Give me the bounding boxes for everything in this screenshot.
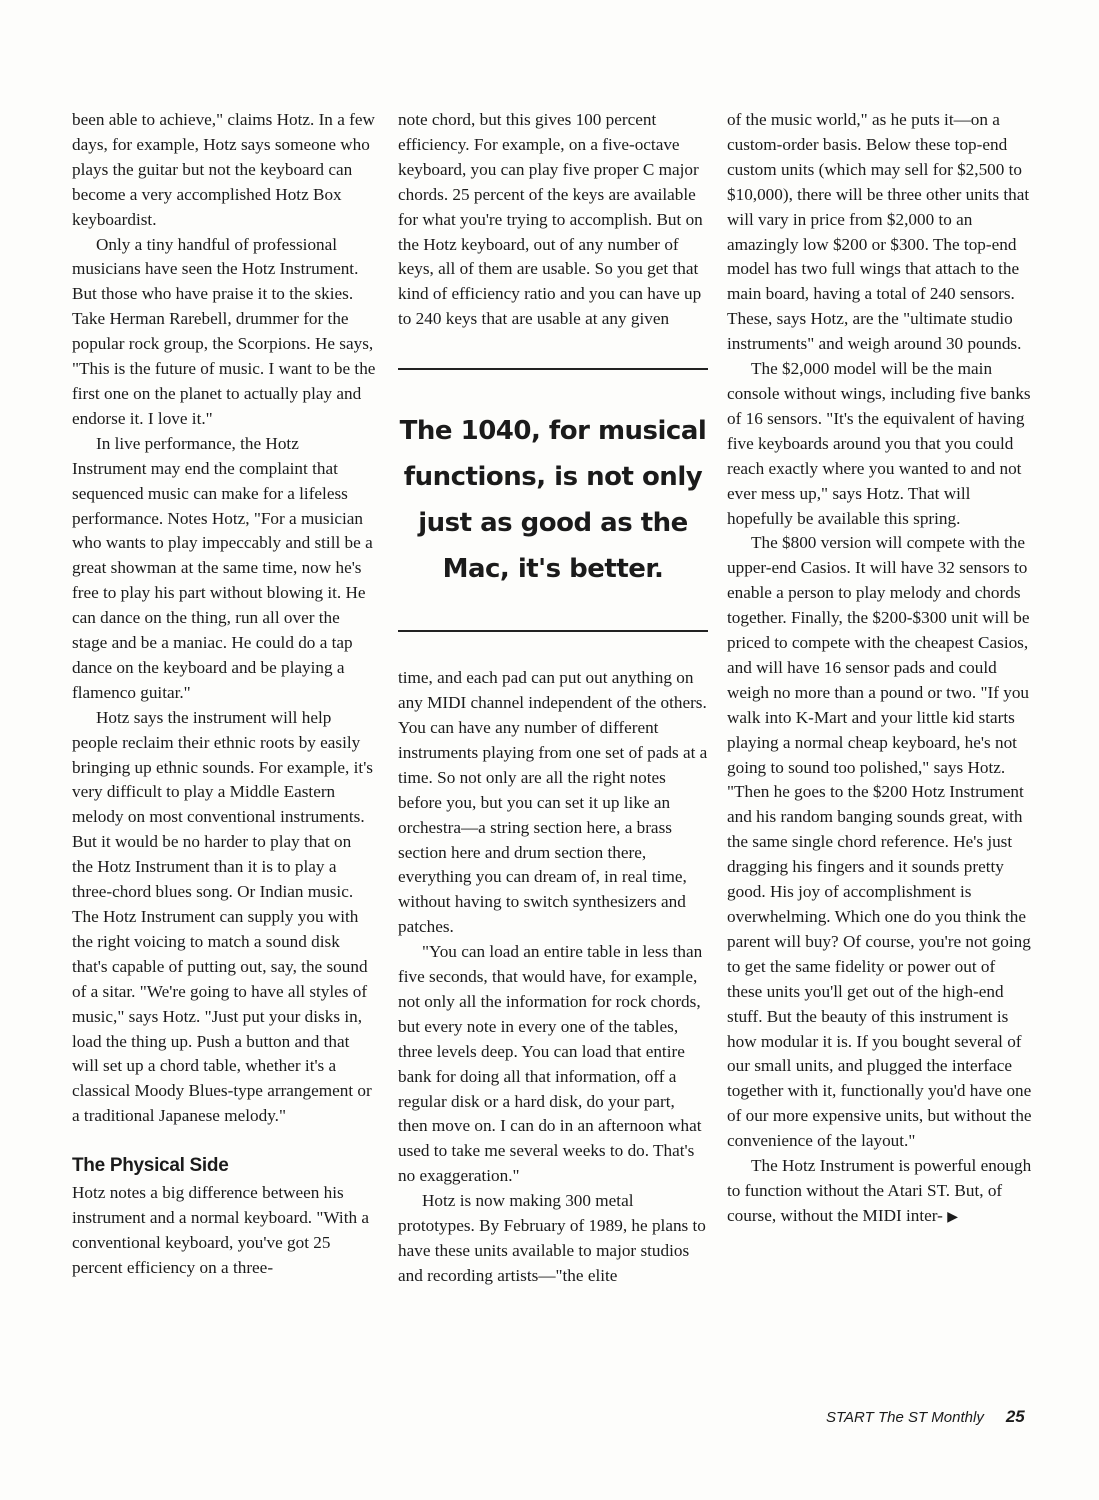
paragraph: of the music world," as he puts it—on a custom-order basis. Below these top-end custom units (which may sell for $2,500 to $10,000), there will be three other units that will vary in price from $2,000 to an amazingly low $200 or $300. The top-end model has two full wings that attach to the main board, having a total of 240 sensors. These, says Hotz, are the "ultimate studio instruments" and weigh around 30 pounds. [727,110,1030,354]
pull-quote [398,368,708,632]
section-heading: The Physical Side [72,1155,229,1177]
column-1 [72,108,376,1281]
paragraph: "You can load an entire table in less than five seconds, that would have, for example, not only all the information for rock chords, but every note in every one of the tables, three levels deep. You can load that entire bank for doing all that information, off a regular disk or a hard disk, do your part, then move on. I can do in an afternoon what used to take me several weeks to do. That's no exaggeration." [398,942,703,1186]
paragraph: been able to achieve," claims Hotz. In a few days, for example, Hotz says someone who plays the guitar but not the keyboard can become a very accomplished Hotz Box keyboardist. [72,110,375,229]
paragraph: Hotz says the instrument will help people reclaim their ethnic roots by easily bringing up ethnic sounds. For example, it's very difficult to play a Middle Eastern melody on most conventional instruments. But it would be no harder to play that on the Hotz Instrument than it is to play a three-chord blues song. Or Indian music. The Hotz Instrument can supply you with the right voicing to match a sound disk that's capable of putting out, say, the sound of a sitar. "We're going to have all styles of music," says Hotz. "Just put your disks in, load the thing up. Push a button and that will set up a chord table, whether it's a classical Moody Blues-type arrangement or a traditional Japanese melody." [72,707,373,1126]
paragraph [727,1154,1033,1231]
paragraph: Hotz is now making 300 metal prototypes. By February of 1989, he plans to have these units available to major studios and recording artists—"the elite [398,1191,706,1285]
paragraph-text: The Hotz Instrument is powerful enough to function without the Atari ST. But, of course, without the MIDI inter- [727,1156,1032,1225]
paragraph: In live performance, the Hotz Instrument may end the complaint that sequenced music can make for a lifeless performance. Notes Hotz, "For a musician who wants to play impeccably and still be a great showman at the same time, now he's free to play his part without blowing it. He can dance on the thing, run all over the stage and be a maniac. He could do a tap dance on the keyboard and be playing a flamenco guitar." [72,433,373,702]
page-number: 25 [1005,1407,1025,1426]
pull-quote-text: The 1040, for musical functions, is not only just as good as the Mac, it's better. [399,416,707,585]
column-2 [398,108,708,1289]
magazine-name: START The ST Monthly [826,1409,984,1426]
paragraph: note chord, but this gives 100 percent efficiency. For example, on a five-octave keyboard, you can play five proper C major chords. 25 percent of the keys are available for what you're trying to accomplish. But on the Hotz keyboard, out of any number of keys, all of them are usable. So you get that kind of efficiency ratio and you can have up to 240 keys that are usable at any given [398,110,703,329]
column-3 [727,108,1033,1231]
paragraph: The $2,000 model will be the main console without wings, including five banks of 16 sensors. "It's the equivalent of having five keyboards around you that you could reach exactly where you wanted to and not ever mess up," says Hotz. That will hopefully be available this spring. [727,359,1031,528]
continue-arrow-icon: ▶ [947,1209,958,1225]
paragraph: time, and each pad can put out anything on any MIDI channel independent of the others. You can have any number of different instruments playing from one set of pads at a time. So not only are all the right notes before you, but you can set it up like an orchestra—a string section here, a brass section here and drum section there, everything you can dream of, in real time, without having to switch synthesizers and patches. [398,668,708,937]
paragraph: Hotz notes a big difference between his instrument and a normal keyboard. "With a conventional keyboard, you've got 25 percent efficiency on a three- [72,1183,369,1277]
paragraph: The $800 version will compete with the upper-end Casios. It will have 32 sensors to enable a person to play melody and chords together. Finally, the $200-$300 unit will be priced to compete with the cheapest Casios, and will have 16 sensor pads and could weigh no more than a pound or two. "If you walk into K-Mart and your little kid starts playing a normal cheap keyboard, he's not going to sound too polished," says Hotz. "Then he goes to the $200 Hotz Instrument and his random banging sounds great, with the same single chord reference. He's just dragging his fingers and it sounds pretty good. His joy of accomplishment is overwhelming. Which one do you think the parent will buy? Of course, you're not going to get the same fidelity or power out of these units you'll get out of the high-end stuff. But the beauty of this instrument is how modular it is. If you bought several of our small units, and plugged the interface together with it, functionally you'd have one of our more expensive units, but without the convenience of the layout." [727,533,1032,1151]
page-footer [826,1407,1025,1427]
paragraph: Only a tiny handful of professional musicians have seen the Hotz Instrument. But those who have praise it to the skies. Take Herman Rarebell, drummer for the popular rock group, the Scorpions. He says, "This is the future of music. I want to be the first one on the planet to actually play and endorse it. I love it." [72,234,376,428]
